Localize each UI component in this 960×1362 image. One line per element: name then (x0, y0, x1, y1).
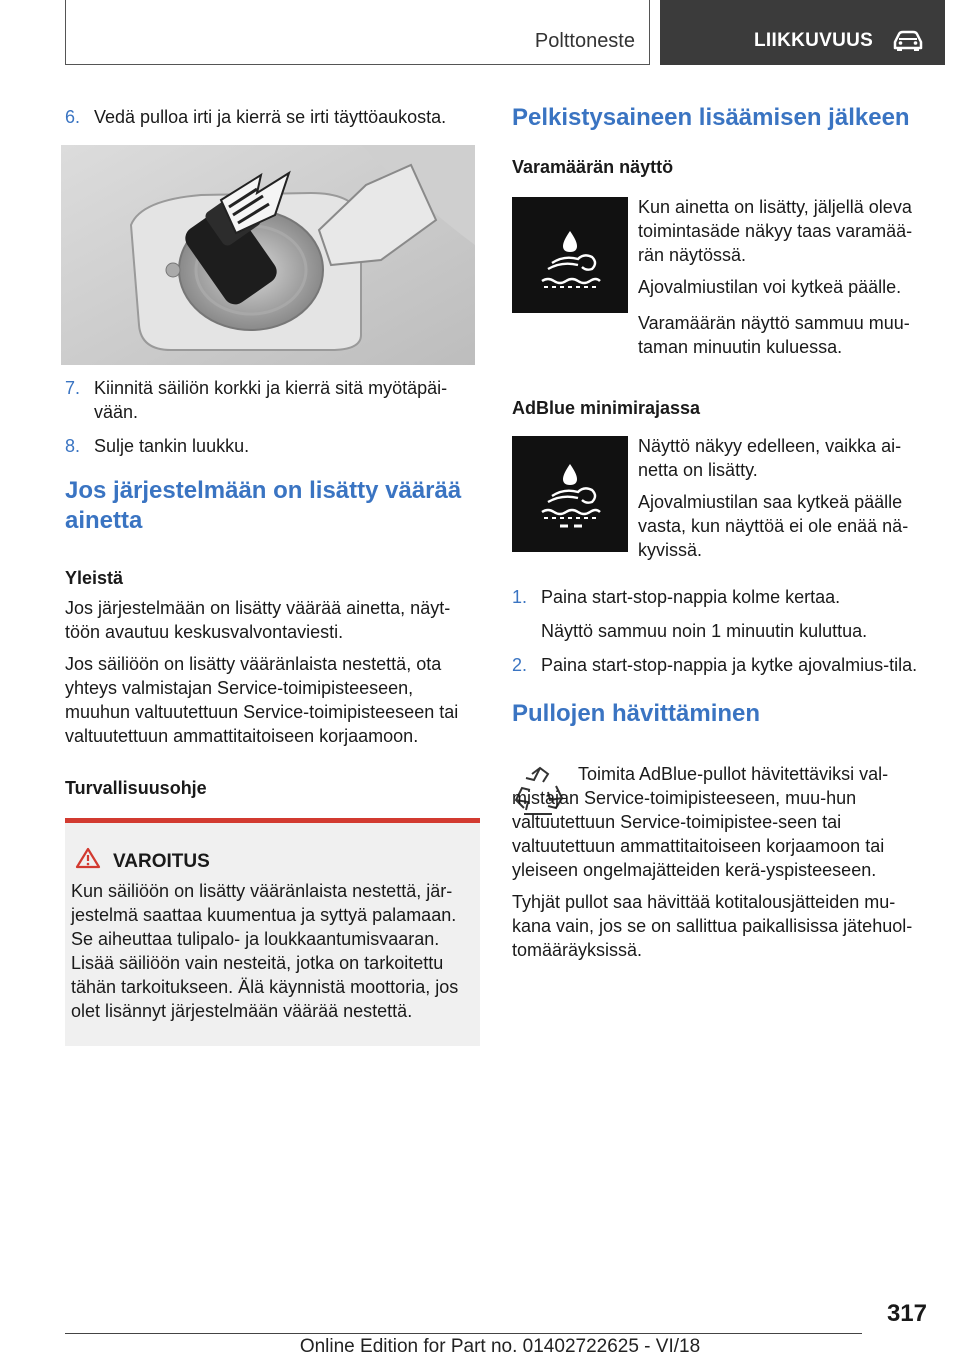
step-6 (65, 105, 480, 129)
adblue-level-icon (512, 197, 628, 313)
paragraph-contact-service: Jos säiliöön on lisätty vääränlaista nestettä, ota yhteys valmistajan Service-toimipisteeseen, muuhun valtuutettuun Service-toimipisteeseen tai valtuutettuun ammattitaitoiseen korjaamoon. (65, 654, 459, 746)
paragraph-household-waste: Tyhjät pullot saa hävittää kotitalousjätteiden mu-kana vain, jos se on sallittua paikallisissa jätehuol-tomääräyksissä. (512, 892, 913, 960)
page-number: 317 (886, 1300, 927, 1327)
step-number: 2. (512, 655, 528, 675)
section-heading-disposal: Pullojen hävittäminen (512, 700, 761, 727)
step-text: Paina start-stop-nappia kolme kertaa. (541, 587, 841, 607)
range-display-off-text (512, 311, 927, 359)
disposal-text (512, 762, 927, 962)
step-text: Sulje tankin luukku. (94, 436, 250, 456)
step-1 (512, 585, 927, 609)
paragraph-display-off: Varamäärän näyttö sammuu muu-taman minuutin kuluessa. (638, 313, 910, 357)
footer-rule (65, 1333, 862, 1334)
header-chapter-tab (660, 0, 945, 65)
left-column-top (65, 105, 480, 139)
footer-edition: Online Edition for Part no. 01402722625 - VI/18 (299, 1336, 701, 1357)
paragraph-disposal-service: Toimita AdBlue-pullot hävitettäviksi val-mistajan Service-toimipisteeseen, muu-hun valtuutettuun Service-toimipistee-seen tai valtuutettuun ammattitaitoiseen korjaamoon tai yleiseen ongelmajätteiden kerä-yspisteeseen. (512, 764, 889, 880)
car-icon (892, 30, 924, 52)
step-7 (65, 376, 480, 424)
step-1-note: Näyttö sammuu noin 1 minuutin kuluttua. (541, 621, 868, 641)
minimum-display-text (638, 434, 928, 562)
paragraph-ready-state: Ajovalmiustilan voi kytkeä päälle. (638, 277, 902, 297)
range-display-text (638, 195, 928, 299)
step-text: Paina start-stop-nappia ja kytke ajovalmius-tila. (541, 655, 918, 675)
step-text: Kiinnitä säiliön korkki ja kierrä sitä myötäpäi-vään. (94, 378, 448, 422)
paragraph-ready-after-off: Ajovalmiustilan saa kytkeä päälle vasta, kun näyttöä ei ole enää nä-kyvissä. (638, 492, 909, 560)
subheading-adblue-minimum: AdBlue minimirajassa (512, 398, 701, 418)
header-chapter-label: LIIKKUVUUS (754, 30, 874, 51)
subheading-safety: Turvallisuusohje (65, 778, 207, 798)
paragraph-display-visible: Näyttö näkyy edelleen, vaikka ai-netta on lisätty. (638, 436, 902, 480)
warning-triangle-icon (75, 847, 101, 869)
warning-text: Kun säiliöön on lisätty vääränlaista nestettä, jär-jestelmä saattaa kuumentua ja syttyä palamaan. Se aiheuttaa tulipalo- ja loukkaantumisvaaran. Lisää säiliöön vain nesteitä, jotka on tarkoitettu tähän tarkoitukseen. Älä käynnistä moottoria, jos olet lisännyt järjestelmään väärää nestettä. (71, 881, 459, 1021)
fuel-filler-illustration (61, 145, 475, 365)
fuel-filler-photo (61, 145, 475, 365)
step-number: 1. (512, 587, 528, 607)
step-2 (512, 653, 927, 677)
step-number: 6. (65, 107, 81, 127)
adblue-minimum-display (512, 436, 628, 552)
subheading-general: Yleistä (65, 568, 124, 588)
step-text: Vedä pulloa irti ja kierrä se irti täyttöaukosta. (94, 107, 447, 127)
warning-title: VAROITUS (113, 851, 210, 872)
right-column-top (512, 103, 927, 179)
paragraph-wrong-fluid-message: Jos järjestelmään on lisätty väärää ainetta, näyt-töön avautuu keskusvalvontaviesti. (65, 598, 451, 642)
right-column-min (512, 396, 927, 420)
warning-box (65, 818, 480, 1046)
section-heading-after-adding: Pelkistysaineen lisäämisen jälkeen (512, 104, 910, 131)
right-steps (512, 585, 927, 729)
left-column-middle (65, 376, 480, 800)
subheading-range-display: Varamäärän näyttö (512, 157, 674, 177)
step-8 (65, 434, 480, 458)
adblue-level-display (512, 197, 628, 313)
adblue-minimum-icon (512, 436, 628, 552)
section-heading-wrong-fluid: Jos järjestelmään on lisätty väärää ainetta (65, 477, 462, 534)
step-number: 7. (65, 378, 81, 398)
header-section-box (65, 0, 650, 65)
step-number: 8. (65, 436, 81, 456)
paragraph-range-restored: Kun ainetta on lisätty, jäljellä oleva toimintasäde näkyy taas varamää-rän näytössä. (638, 197, 913, 265)
header-section-title: Polttoneste (534, 30, 635, 52)
